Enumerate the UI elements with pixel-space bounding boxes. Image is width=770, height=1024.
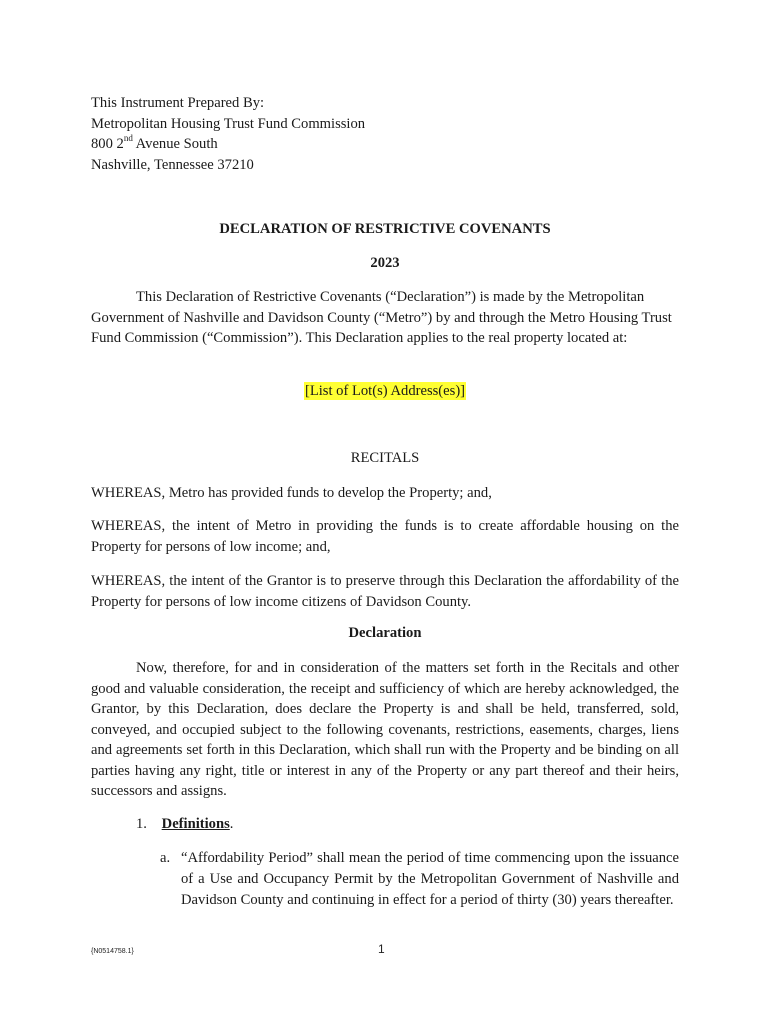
intro-paragraph: This Declaration of Restrictive Covenants (“Declaration”) is made by the Metropolitan Government of Nashville and Davidson County (“Metro”) by and through the Metro Housing Trust Fund Commission (“Commission”). This Declaration applies to the real property located at: [91,289,672,346]
whereas-paragraph: WHEREAS, the intent of the Grantor is to preserve through this Declaration the affordability of the Property for persons of low income citizens of Davidson County. [91,573,679,610]
preparer-city: Nashville, Tennessee 37210 [91,156,254,173]
section-label: Definitions [161,816,230,832]
whereas-paragraph: WHEREAS, the intent of Metro in providing the funds is to create affordable housing on the Property for persons of low income; and, [91,518,679,555]
preparer-street: 800 2nd Avenue South [91,133,218,152]
preparer-name: Metropolitan Housing Trust Fund Commission [91,115,366,132]
prepared-by-block [91,93,365,175]
lots-placeholder [91,383,679,400]
document-year: 2023 [370,255,400,271]
document-title: DECLARATION OF RESTRICTIVE COVENANTS [219,221,551,237]
document-code: {N0514758.1} [91,948,134,955]
page-number: 1 [378,942,385,956]
now-therefore-paragraph: Now, therefore, for and in consideration of the matters set forth in the Recitals and other good and valuable consideration, the receipt and sufficiency of which are hereby acknowledged, the Grantor, by this Declaration, does declare the Property is and shall be held, transferred, sold, conveyed, and occupied subject to the following covenants, restrictions, easements, charges, liens and agreements set forth in this Declaration, which shall run with the Property and be binding on all parties having any right, title or interest in any of the Property or any part thereof and their heirs, successors and assigns. [91,660,679,799]
item-text: “Affordability Period” shall mean the period of time commencing upon the issuance of a Use and Occupancy Permit by the Metropolitan Government of Nashville and Davidson County and continuing in effect for a period of thirty (30) years thereafter. [181,850,679,908]
prepared-by-line: This Instrument Prepared By: [91,95,265,111]
definition-item [160,848,679,910]
highlighted-placeholder: [List of Lot(s) Address(es)] [304,383,466,399]
section-number: 1. [136,816,147,832]
whereas-paragraph: WHEREAS, Metro has provided funds to develop the Property; and, [91,485,492,501]
item-letter: a. [160,850,171,866]
declaration-heading: Declaration [348,625,422,641]
section-definitions: 1. Definitions. [136,816,234,832]
recitals-heading: RECITALS [350,450,420,466]
